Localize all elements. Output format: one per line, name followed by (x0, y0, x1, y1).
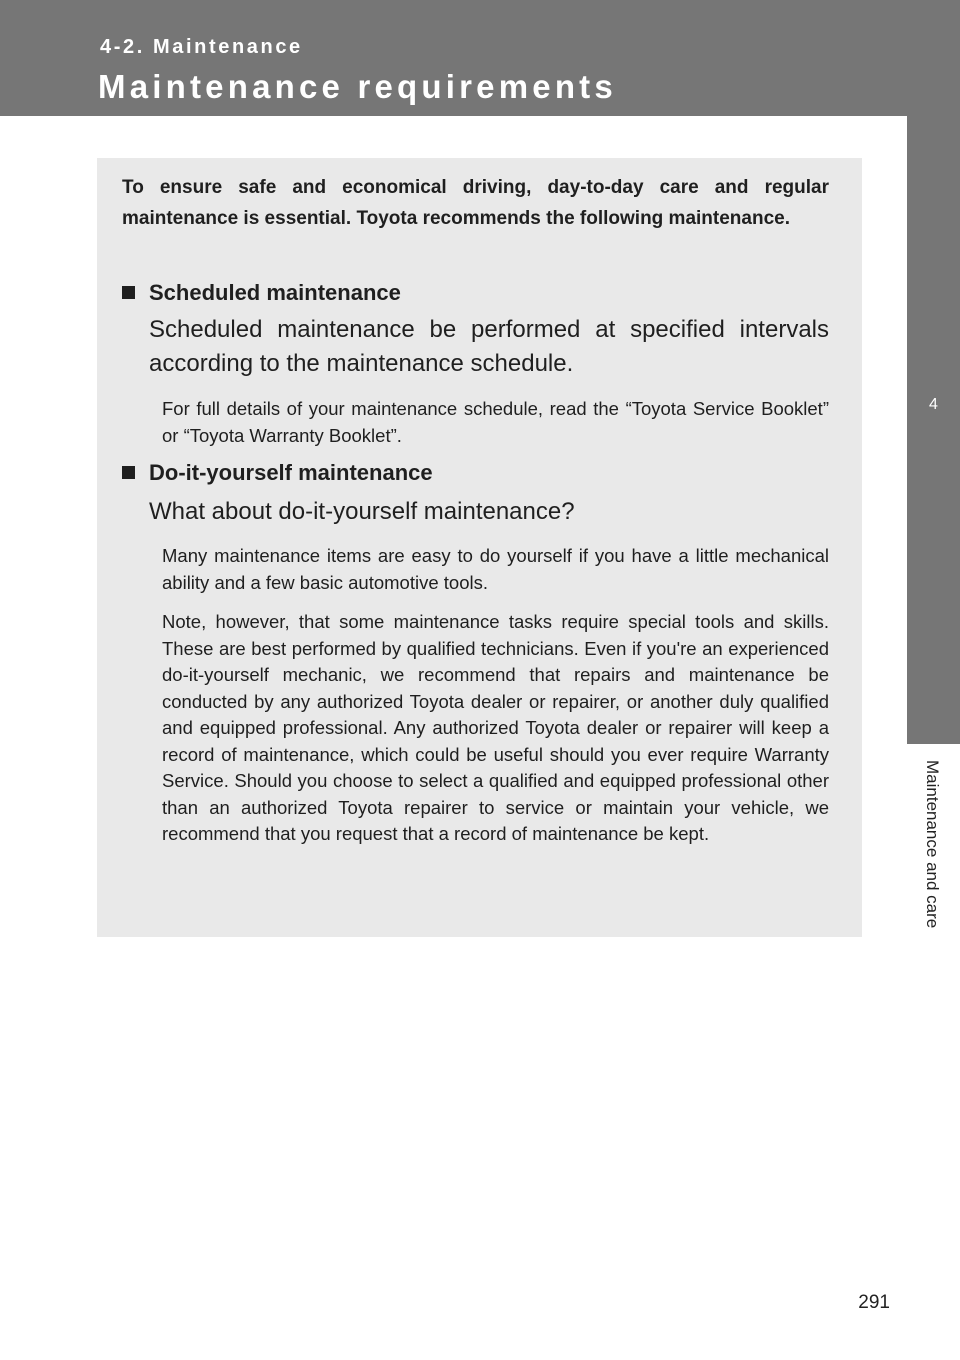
bullet-square-icon (122, 466, 135, 479)
section-label: 4-2. Maintenance (100, 36, 303, 58)
bullet-square-icon (122, 286, 135, 299)
diy-maintenance-note-1: Many maintenance items are easy to do yourself if you have a little mechanical ability and a few basic automotive tools. (162, 545, 829, 593)
chapter-label: Maintenance and care (923, 760, 942, 929)
page-number: 291 (858, 1292, 890, 1313)
chapter-number: 4 (929, 396, 938, 413)
page-title: Maintenance requirements (98, 68, 617, 105)
diy-maintenance-lead: What about do-it-yourself maintenance? (149, 498, 575, 525)
intro-paragraph: To ensure safe and economical driving, day-to-day care and regular maintenance is essential. Toyota recommends the following maintenance. (122, 177, 829, 229)
heading-text: Do-it-yourself maintenance (149, 460, 433, 485)
scheduled-maintenance-note: For full details of your maintenance schedule, read the “Toyota Service Booklet” or “Toyota Warranty Booklet”. (162, 398, 829, 446)
heading-text: Scheduled maintenance (149, 280, 401, 305)
diy-maintenance-heading (122, 460, 433, 486)
scheduled-maintenance-lead: Scheduled maintenance be performed at specified intervals according to the maintenance schedule. (149, 316, 829, 377)
scheduled-maintenance-heading (122, 280, 401, 306)
diy-maintenance-note-2: Note, however, that some maintenance tasks require special tools and skills. These are best performed by qualified technicians. Even if you're an experienced do-it-yourself mechanic, we recommend that repairs and maintenance be conducted by any authorized Toyota dealer or repairer, or another duly qualified and equipped professional. Any authorized Toyota dealer or repairer will keep a record of maintenance, which could be useful should you ever require Warranty Service. Should you choose to select a qualified and equipped professional other than an authorized Toyota repairer to service or maintain your vehicle, we recommend that you request that a record of maintenance be kept. (162, 611, 829, 844)
chapter-side-tab (907, 116, 960, 744)
